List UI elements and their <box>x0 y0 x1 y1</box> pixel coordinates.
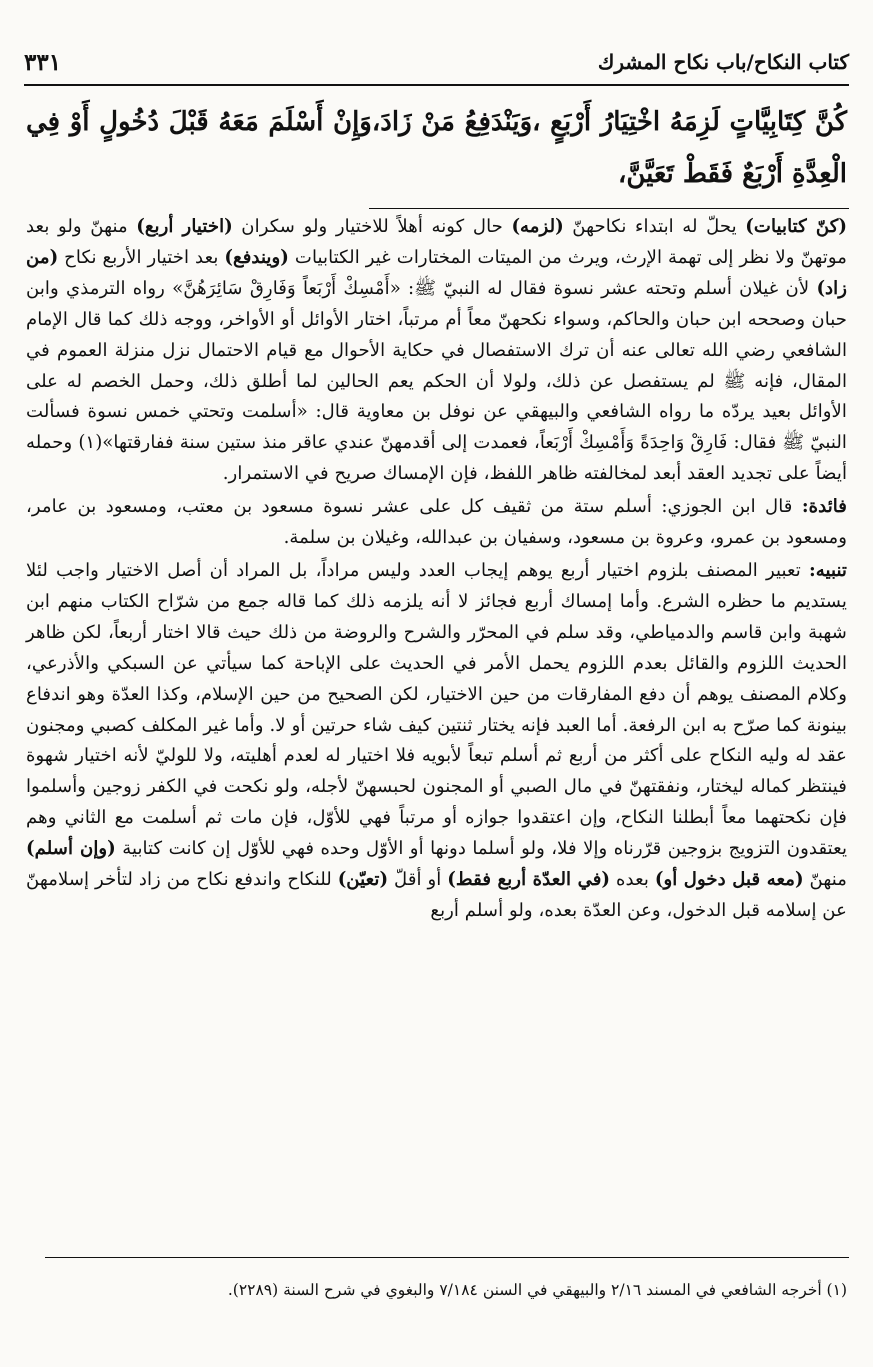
text-run: قال ابن الجوزي: أسلم ستة من ثقيف كل على عشر نسوة مسعود بن معتب، ومسعود بن عامر، ومسعود بن عمرو، وعروة بن مسعود، وسفيان بن عبدالله، وغيلان بن سلمة. <box>26 496 847 549</box>
benefit-label: فائدة: <box>801 496 847 518</box>
commentary-paragraph-benefit <box>26 492 847 554</box>
bold-phrase: (تعيّن) <box>337 869 389 891</box>
text-run: لأن غيلان أسلم وتحته عشر نسوة فقال له النبيّ ﷺ: «أَمْسِكْ أَرْبَعاً وَفَارِقْ سَائِرَهُنَّ» رواه الترمذي وابن حبان وصححه ابن حبان والحاكم، وسواء نكحهنّ معاً أم مرتباً، اختار الأوائل أو الأواخر، ووجه ذلك كما قال الإمام الشافعي رضي الله تعالى عنه أن ترك الاستفصال في حكاية الأحوال مع قيام الاحتمال نزل منزلة العموم في المقال، فإنه ﷺ لم يستفصل عن ذلك، ولولا أن الحكم يعم الحالين لما أطلق ذلك، وحمل الخصم له على الأوائل بعيد يردّه ما رواه الشافعي والبيهقي عن نوفل بن معاوية قال: «أسلمت وتحتي خمس نسوة فسألت النبيّ ﷺ فقال: فَارِقْ وَاحِدَةً وَأَمْسِكْ أَرْبَعاً، فعمدت إلى أقدمهنّ عندي عاقر منذ ستين سنة ففارقتها»(١) وحمله أيضاً على تجديد العقد أبعد لمخالفته ظاهر اللفظ، فإن الإمساك صريح في الاستمرار. <box>26 277 847 485</box>
text-run: منهنّ <box>803 869 847 891</box>
text-run: تعبير المصنف بلزوم اختيار أربع يوهم إيجاب العدد وليس مراداً، بل المراد أن أصل الاختيار واجب لئلا يستديم ما حظره الشرع. وأما إمساك أربع فجائز لا أنه يلزمه ذلك كما قاله جمع من شرّاح الكتاب منهم ابن شهبة وابن قاسم والدمياطي، وقد سلم في المحرّر والشرح والروضة من ذلك حيث قالا اختار أربعاً، لكن ظاهر الحديث اللزوم والقائل بعدم اللزوم يحمل الأمر في الحديث على الإباحة كما سيأتي عن السبكي والأذرعي، وكلام المصنف يوهم أن دفع المفارقات من حين الاختيار، لكن الصحيح من حين الإسلام، وكذا العدّة وهو اندفاع بينونة كما صرّح به ابن الرفعة. أما العبد فإنه يختار ثنتين كيف شاء حرتين أو لا. وأما غير المكلف كصبي ومجنون عقد له وليه النكاح على أكثر من أربع ثم أسلم تبعاً لأبويه فلا اختيار له لعدم أهليته، ولا للوليّ لأنه اختيار شهوة فينتظر كماله ليختار، ونفقتهنّ في مال الصبي أو المجنون لحبسهنّ لأجله، ولو نكحت في الكفر زوجين وأسلموا فإن نكحتهما معاً أبطلنا النكاح، وإن اعتقدوا جوازه أو مرتباً فهي للأوّل، فإن مات ثم أسلمت مع الثاني وهم يعتقدون التزويج بزوجين قرّرناه وإلا فلا، ولو أسلما دونها أو الأوّل وحده فهي للأوّل إن كانت كتابية <box>26 559 848 860</box>
text-run: حال كونه أهلاً للاختيار ولو سكران <box>232 216 512 237</box>
commentary-paragraph-1 <box>26 212 847 490</box>
bold-phrase: (في العدّة أربع فقط) <box>447 869 611 891</box>
text-run: منهنّ ولو بعد موتهنّ ولا نظر إلى تهمة الإرث، ويرث من الميتات المختارات غير الكتابيات <box>26 216 847 268</box>
commentary-paragraph-note <box>26 556 847 927</box>
bold-phrase: (ويندفع) <box>224 246 289 268</box>
bold-phrase: (كنّ كتابيات) <box>745 216 848 237</box>
note-label: تنبيه: <box>809 559 847 581</box>
footnote-divider <box>45 1257 849 1258</box>
bold-phrase: (وإن أسلم) <box>26 838 116 860</box>
bold-phrase: (معه قبل دخول أو) <box>654 869 804 891</box>
bold-phrase: (اختيار أربع) <box>136 216 233 237</box>
page-number: ٣٣١ <box>24 48 62 76</box>
page-header <box>24 40 849 86</box>
text-run: للنكاح واندفع نكاح من زاد لتأخر إسلامهنّ عن إسلامه قبل الدخول، وعن العدّة بعده، ولو أسلم أربع <box>26 869 847 921</box>
text-run: بعده <box>610 869 655 891</box>
footnote: (١) أخرجه الشافعي في المسند ٢/١٦ والبيهقي في السنن ٧/١٨٤ والبغوي في شرح السنة (٢٢٨٩). <box>227 1281 847 1299</box>
bold-phrase: (من زاد) <box>26 246 847 299</box>
text-run: بعد اختيار الأربع نكاح <box>58 246 225 268</box>
header-title: كتاب النكاح/باب نكاح المشرك <box>597 50 849 74</box>
matn-divider <box>369 208 849 209</box>
text-run: أو أقلّ <box>388 869 448 891</box>
commentary <box>26 212 847 1252</box>
matn-text: كُنَّ كِتَابِيَّاتٍ لَزِمَهُ اخْتِيَارُ أَرْبَعٍ ،وَيَنْدَفِعُ مَنْ زَادَ،وَإِنْ أَسْلَمَ مَعَهُ قَبْلَ دُخُولٍ أَوْ فِي الْعِدَّةِ أَرْبَعٌ فَقَطْ تَعَيَّنَّ، <box>26 107 847 189</box>
text-run: يحلّ له ابتداء نكاحهنّ <box>563 216 746 237</box>
bold-phrase: (لزمه) <box>511 216 564 237</box>
